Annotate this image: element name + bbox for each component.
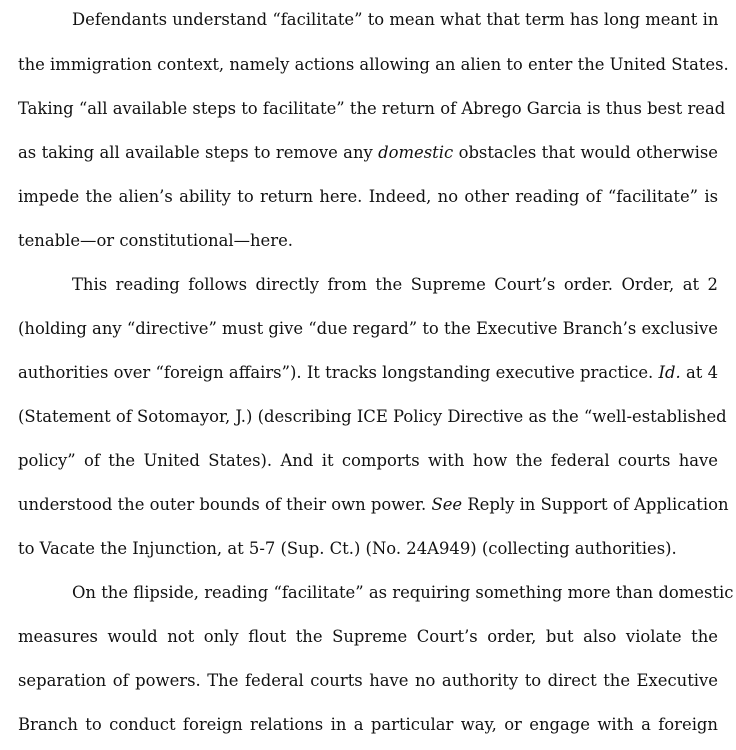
text-run: authorities over “foreign affairs”). It tracks longstanding executive practice. — [18, 363, 659, 382]
text-run: at 4 — [680, 363, 718, 382]
text-line: impede the alien’s ability to return here. Indeed, no other reading of “facilitate” is — [18, 187, 718, 206]
text-line: This reading follows directly from the Supreme Court’s order. Order, at 2 — [72, 275, 718, 294]
signal-see: See — [431, 495, 463, 514]
text-run: obstacles that would otherwise — [453, 143, 719, 162]
text-line: Defendants understand “facilitate” to mean what that term has long meant in — [72, 10, 719, 29]
text-line: Taking “all available steps to facilitate” the return of Abrego Garcia is thus best read — [18, 99, 726, 118]
citation-id: Id. — [658, 363, 681, 382]
text-line: Branch to conduct foreign relations in a particular way, or engage with a foreign — [18, 715, 718, 734]
text-line: to Vacate the Injunction, at 5-7 (Sup. Ct.) (No. 24A949) (collecting authorities). — [18, 539, 677, 558]
text-run: as taking all available steps to remove any — [18, 143, 379, 162]
text-line — [18, 493, 729, 517]
text-run: understood the outer bounds of their own power. — [18, 495, 432, 514]
text-line: (Statement of Sotomayor, J.) (describing ICE Policy Directive as the “well-established — [18, 407, 727, 426]
text-line: policy” of the United States). And it comports with how the federal courts have — [18, 451, 718, 470]
emphasis-domestic: domestic — [378, 143, 454, 162]
text-line: On the flipside, reading “facilitate” as requiring something more than domestic — [72, 583, 734, 602]
text-line — [18, 361, 718, 385]
text-line: measures would not only flout the Supreme Court’s order, but also violate the — [18, 627, 718, 646]
text-line: (holding any “directive” must give “due regard” to the Executive Branch’s exclusive — [18, 319, 718, 338]
text-line: the immigration context, namely actions allowing an alien to enter the United States. — [18, 55, 729, 74]
text-line: separation of powers. The federal courts have no authority to direct the Executive — [18, 671, 718, 690]
text-line — [18, 141, 718, 165]
text-line: tenable—or constitutional—here. — [18, 231, 293, 250]
text-run: Reply in Support of Application — [462, 495, 729, 514]
